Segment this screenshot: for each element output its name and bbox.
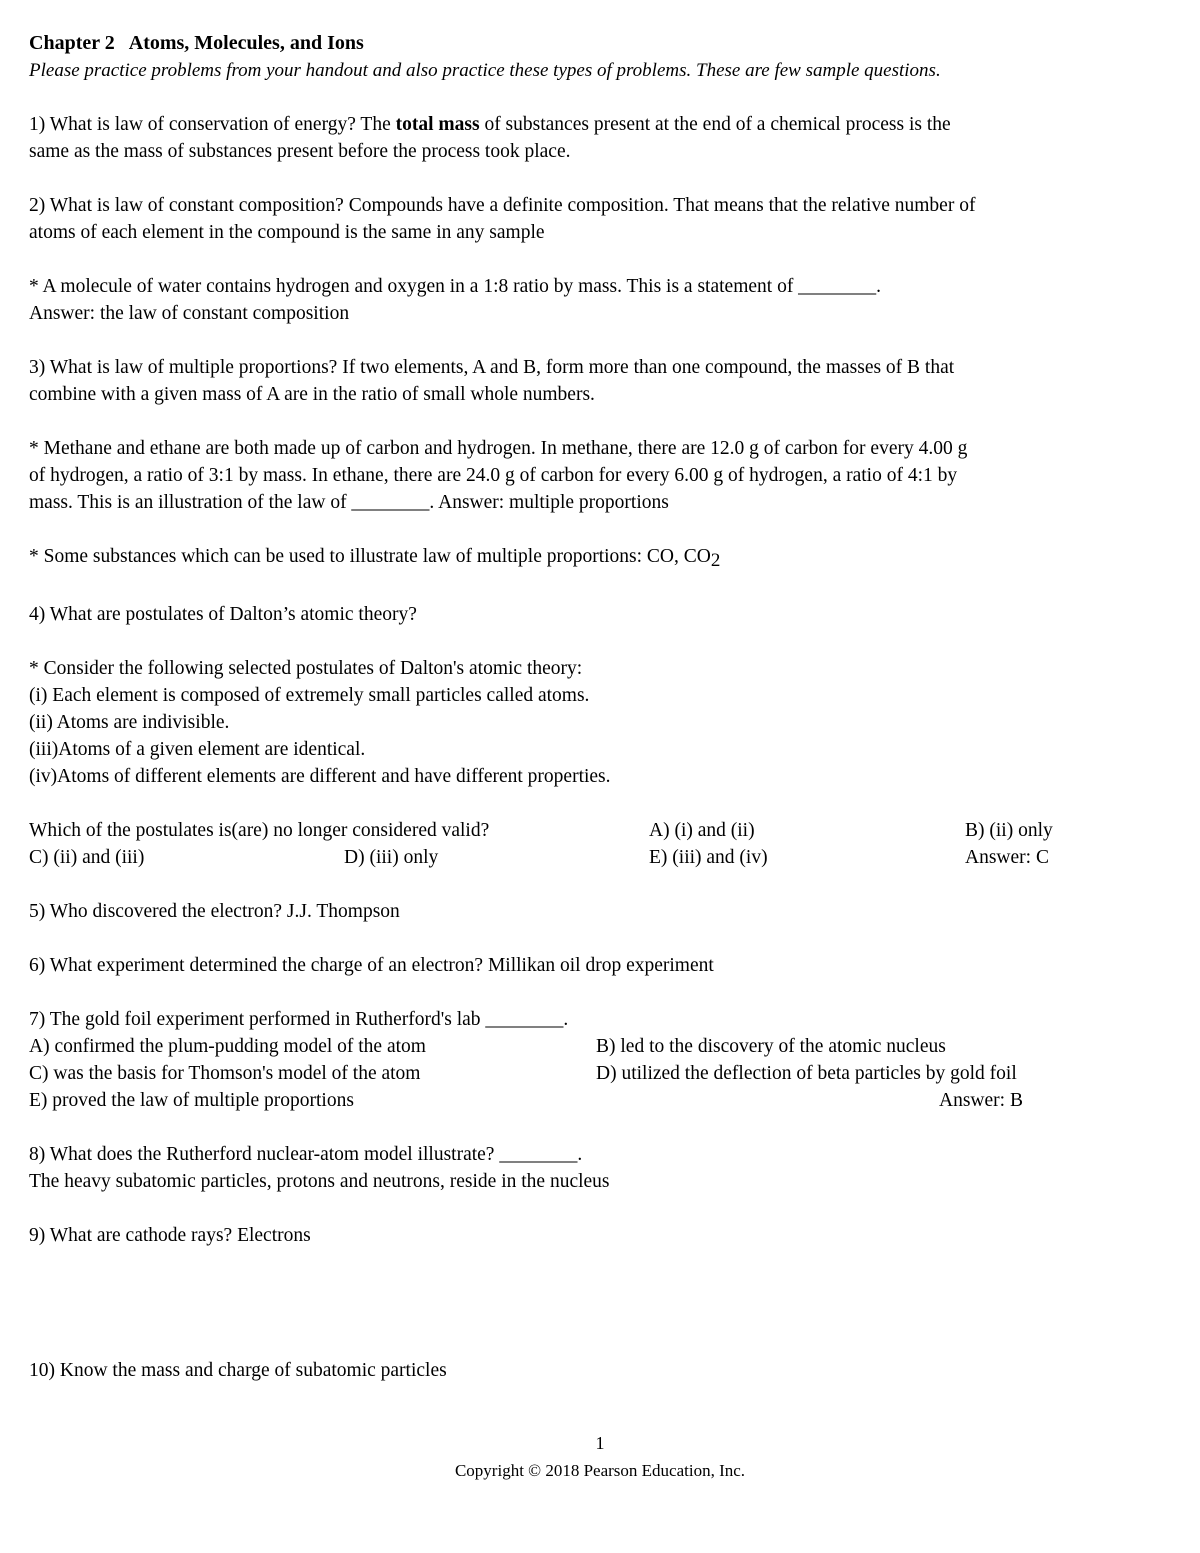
choice-question: Which of the postulates is(are) no longer considered valid?: [29, 820, 490, 841]
page-title: [29, 30, 1179, 57]
chapter-number: Chapter 2: [29, 32, 115, 54]
option-e: E) proved the law of multiple proportions: [29, 1090, 354, 1111]
question-7: 7) The gold foil experiment performed in Rutherford's lab ________. A) confirmed the plum-pudding model of the atom B) led to the discovery of the atomic nucleus C) was the basis for Thomson's model of the atom D) utilized the deflection of beta particles by gold foil E) proved the law of multiple proportions Answer: B: [29, 1006, 1179, 1114]
page-number: 1: [595, 1433, 605, 1453]
question-10: 10) Know the mass and charge of subatomic particles: [29, 1360, 447, 1381]
document-page: [29, 30, 1179, 1384]
option-b: B) (ii) only: [965, 820, 1053, 841]
option-a: A) confirmed the plum-pudding model of the atom: [29, 1036, 426, 1057]
copyright: Copyright © 2018 Pearson Education, Inc.: [454, 1461, 746, 1480]
option-d: D) utilized the deflection of beta particles by gold foil: [596, 1063, 1017, 1084]
question-2-example: * A molecule of water contains hydrogen and oxygen in a 1:8 ratio by mass. This is a statement of ________. Answer: the law of constant composition: [29, 276, 882, 324]
postulate-item: (i) Each element is composed of extremely small particles called atoms.: [29, 685, 590, 706]
answer: Answer: B: [939, 1090, 1023, 1111]
question-1: 1) What is law of conservation of energy? The total mass of substances present at the end of a chemical process is the same as the mass of substances present before the process took place.: [29, 114, 951, 162]
question-8: 8) What does the Rutherford nuclear-atom model illustrate? ________. The heavy subatomic particles, protons and neutrons, reside in the nucleus: [29, 1144, 610, 1192]
option-c: C) was the basis for Thomson's model of the atom: [29, 1063, 421, 1084]
answer: Answer: C: [965, 847, 1049, 868]
question-4-choices: [29, 817, 1179, 871]
question-9: 9) What are cathode rays? Electrons: [29, 1225, 311, 1246]
postulate-item: (ii) Atoms are indivisible.: [29, 712, 230, 733]
instructions: Please practice problems from your handout and also practice these types of problems. These are few sample questions.: [29, 60, 941, 81]
subscript: 2: [710, 550, 721, 571]
option-b: B) led to the discovery of the atomic nucleus: [596, 1036, 946, 1057]
chapter-title: Atoms, Molecules, and Ions: [128, 32, 364, 54]
question-2: 2) What is law of constant composition? Compounds have a definite composition. That means that the relative number of atoms of each element in the compound is the same in any sample: [29, 195, 976, 243]
question-3-example: * Methane and ethane are both made up of carbon and hydrogen. In methane, there are 12.0 g of carbon for every 4.00 g of hydrogen, a ratio of 3:1 by mass. In ethane, there are 24.0 g of carbon for every 6.00 g of hydrogen, a ratio of 4:1 by mass. This is an illustration of the law of ________. Answer: multiple proportions: [29, 438, 968, 513]
question-4-postulates: * Consider the following selected postulates of Dalton's atomic theory: (i) Each element is composed of extremely small particles called atoms. (ii) Atoms are indivisible. (iii)Atoms of a given element are identical. (iv)Atoms of different elements are different and have different properties.: [29, 655, 1179, 790]
question-3: 3) What is law of multiple proportions? If two elements, A and B, form more than one compound, the masses of B that combine with a given mass of A are in the ratio of small whole numbers.: [29, 357, 955, 405]
bold-term: total mass: [395, 114, 480, 135]
option-a: A) (i) and (ii): [649, 820, 755, 841]
question-3-substances: * Some substances which can be used to illustrate law of multiple proportions: CO, $CO_2$: [29, 546, 721, 571]
postulate-item: (iv)Atoms of different elements are different and have different properties.: [29, 766, 611, 787]
postulate-item: (iii)Atoms of a given element are identical.: [29, 739, 366, 760]
option-d: D) (iii) only: [344, 847, 439, 868]
option-e: E) (iii) and (iv): [649, 847, 768, 868]
question-5: 5) Who discovered the electron? J.J. Thompson: [29, 901, 400, 922]
question-4: 4) What are postulates of Dalton’s atomic theory?: [29, 604, 417, 625]
question-6: 6) What experiment determined the charge of an electron? Millikan oil drop experiment: [29, 955, 714, 976]
option-c: C) (ii) and (iii): [29, 847, 145, 868]
